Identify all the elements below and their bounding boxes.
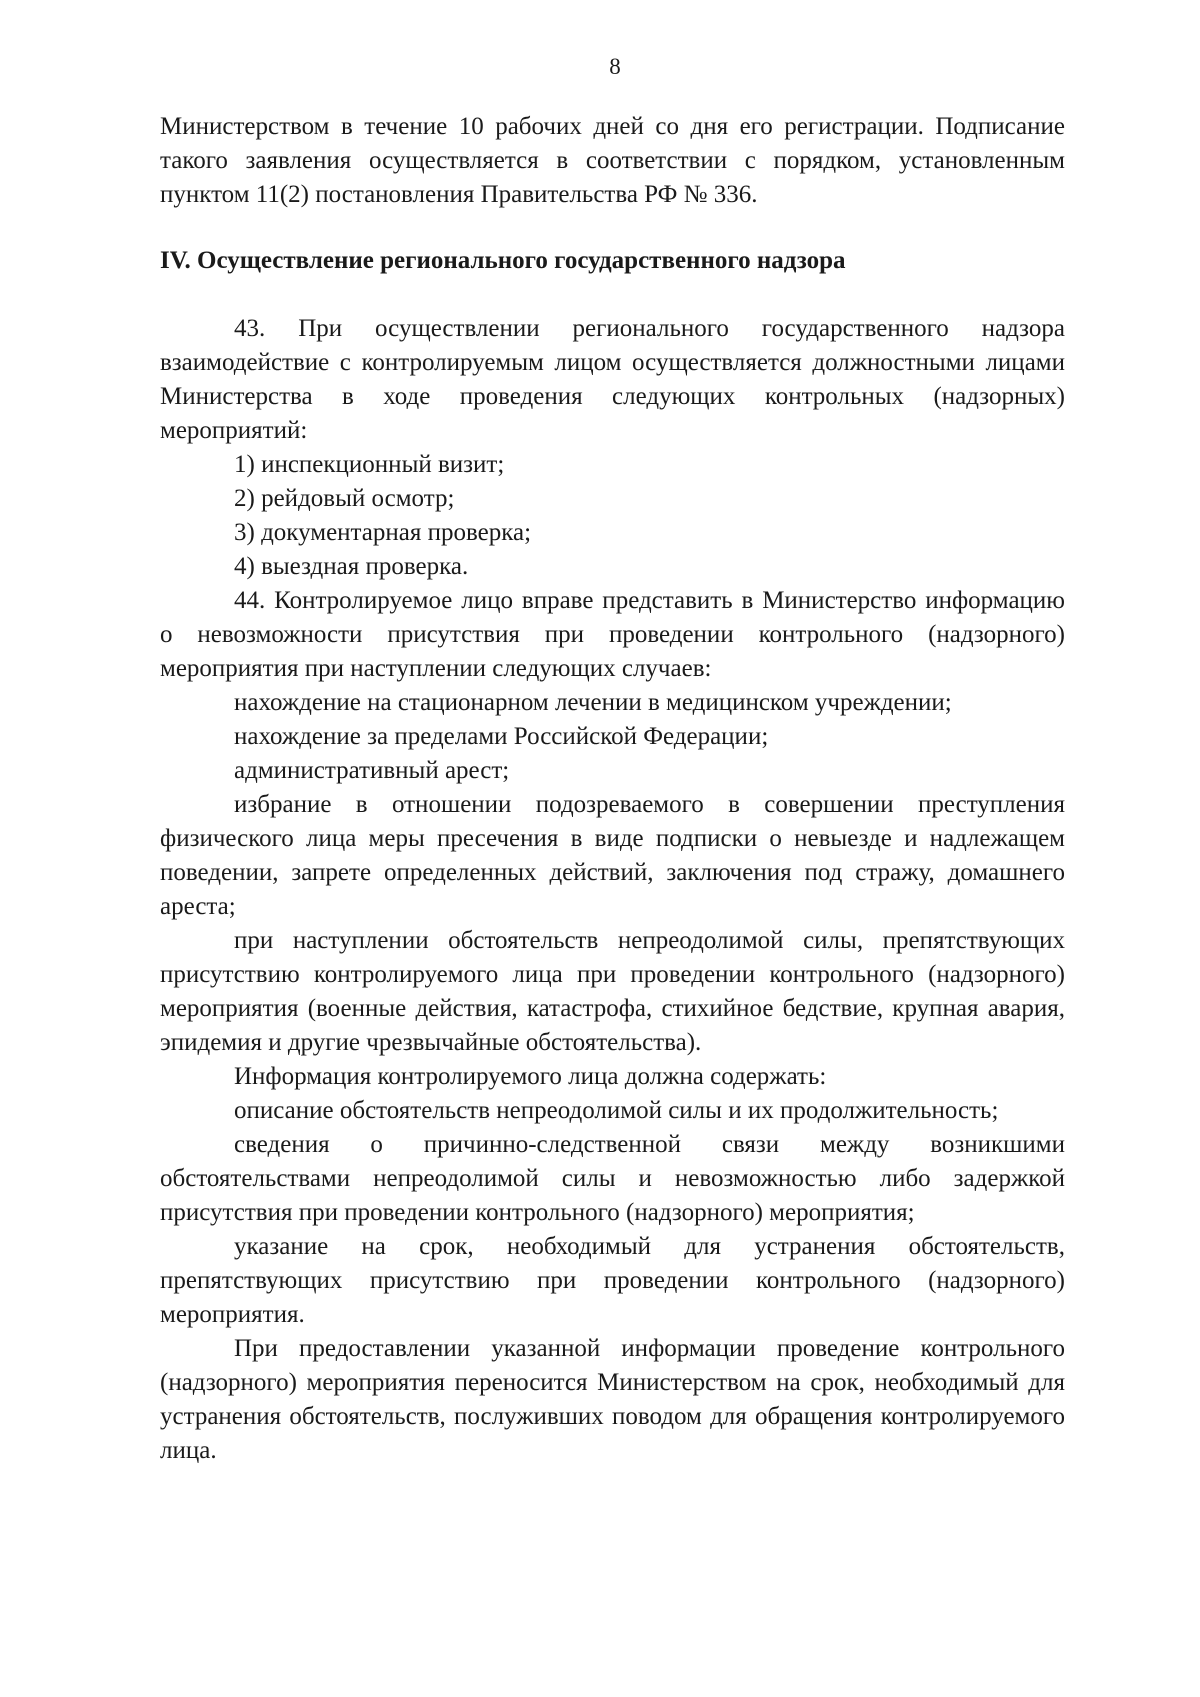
- continuation-paragraph: Министерством в течение 10 рабочих дней со дня его регистрации. Подписание такого заявления осуществляется в соответствии с порядком, установленным пунктом 11(2) постановления Правительства РФ № 336.: [160, 113, 1065, 208]
- requirement-term: указание на срок, необходимый для устранения обстоятельств, препятствующих присутствию при проведении контрольного (надзорного) мероприятия.: [160, 1233, 1065, 1328]
- requirement-causal-link: сведения о причинно-следственной связи между возникшими обстоятельствами непреодолимой силы и невозможностью либо задержкой присутствия при проведении контрольного (надзорного) мероприятия;: [160, 1131, 1065, 1226]
- section-heading: IV. Осуществление регионального государственного надзора: [160, 247, 846, 274]
- postponement-paragraph: При предоставлении указанной информации проведение контрольного (надзорного) мероприятия переносится Министерством на срок, необходимый для устранения обстоятельств, послуживших поводом для обращения контролируемого лица.: [160, 1335, 1065, 1464]
- paragraph-44: 44. Контролируемое лицо вправе представить в Министерство информацию о невозможности присутствия при проведении контрольного (надзорного) мероприятия при наступлении следующих случаев:: [160, 587, 1065, 682]
- page-number: 8: [609, 54, 621, 79]
- case-abroad: нахождение за пределами Российской Федерации;: [234, 723, 769, 750]
- case-force-majeure: при наступлении обстоятельств непреодолимой силы, препятствующих присутствию контролируемого лица при проведении контрольного (надзорного) мероприятия (военные действия, катастрофа, стихийное бедствие, крупная авария, эпидемия и другие чрезвычайные обстоятельства).: [160, 927, 1065, 1056]
- information-requirements: Информация контролируемого лица должна содержать:: [234, 1063, 827, 1090]
- list-item-inspection-visit: 1) инспекционный визит;: [234, 451, 505, 478]
- case-preventive-measure: избрание в отношении подозреваемого в совершении преступления физического лица меры пресечения в виде подписки о невыезде и надлежащем поведении, запрете определенных действий, заключения под стражу, домашнего ареста;: [160, 791, 1065, 920]
- case-hospital-treatment: нахождение на стационарном лечении в медицинском учреждении;: [234, 689, 952, 716]
- paragraph-43: 43. При осуществлении регионального государственного надзора взаимодействие с контролируемым лицом осуществляется должностными лицами Министерства в ходе проведения следующих контрольных (надзорных) мероприятий:: [160, 315, 1065, 444]
- list-item-documentary-check: 3) документарная проверка;: [234, 519, 532, 546]
- document-body: [160, 110, 1065, 1468]
- list-item-raid-inspection: 2) рейдовый осмотр;: [234, 485, 455, 512]
- list-item-onsite-check: 4) выездная проверка.: [234, 553, 469, 580]
- case-administrative-arrest: административный арест;: [234, 757, 510, 784]
- requirement-description: описание обстоятельств непреодолимой силы и их продолжительность;: [234, 1097, 999, 1124]
